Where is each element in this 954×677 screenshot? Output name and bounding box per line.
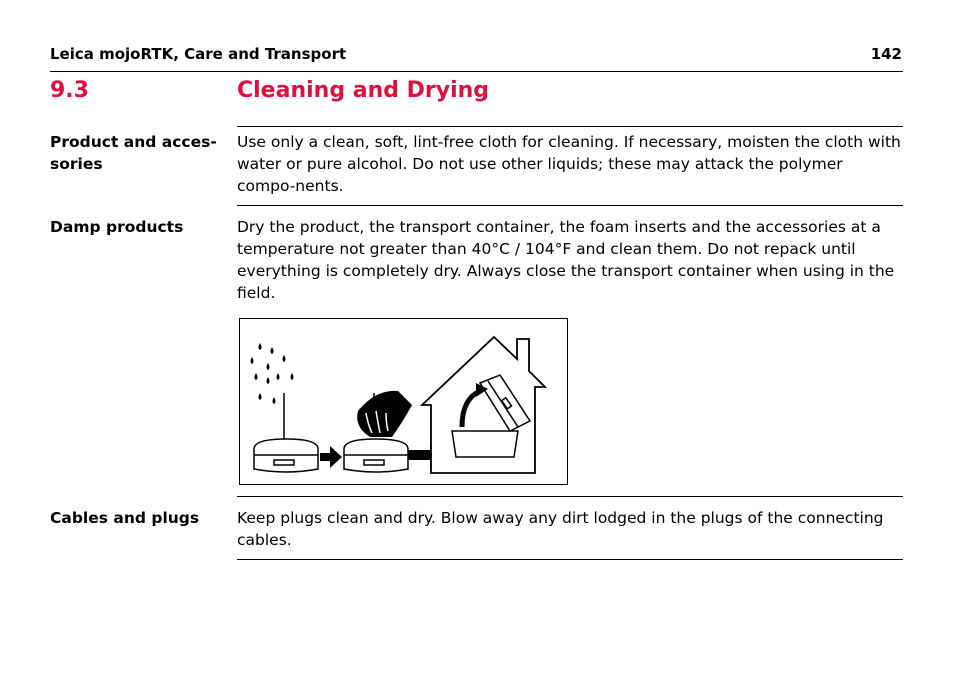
header-rule: [50, 71, 903, 72]
label-product-and-accessories: [50, 131, 225, 175]
rain-drops-icon: [251, 343, 294, 404]
text-product-and-accessories: Use only a clean, soft, lint-free cloth for cleaning. If necessary, moisten the cloth with water or pure alcohol. Do not use other liquids; these may attack the polymer compo-nents.: [237, 133, 901, 195]
section-number: 9.3: [50, 78, 89, 103]
page-number: 142: [870, 45, 902, 63]
label-product-and-accessories-line1: Product and acces-: [50, 133, 217, 151]
label-product-and-accessories-line2: sories: [50, 155, 103, 173]
label-cables-and-plugs: Cables and plugs: [50, 509, 200, 527]
wiping-receiver-icon: [344, 439, 408, 472]
section-rule-top: [237, 126, 903, 127]
section-rule-damp: [237, 205, 903, 206]
cloth-hand-icon: [357, 391, 412, 437]
arrow-right-icon: [320, 446, 342, 468]
drying-illustration: [239, 318, 568, 485]
section-rule-cables: [237, 496, 903, 497]
section-title: Cleaning and Drying: [237, 78, 490, 103]
wet-receiver-icon: [254, 393, 318, 472]
running-header-title: Leica mojoRTK, Care and Transport: [50, 45, 347, 63]
label-damp-products: Damp products: [50, 218, 184, 236]
text-damp-products: Dry the product, the transport container, the foam inserts and the accessories at a temperature not greater than 40°C / 104°F and clean them. Do not repack until everything is completely dry. Always close the transport container when using in the field.: [237, 218, 895, 302]
text-cables-and-plugs: Keep plugs clean and dry. Blow away any dirt lodged in the plugs of the connecting cables.: [237, 509, 884, 549]
section-rule-bottom: [237, 559, 903, 560]
